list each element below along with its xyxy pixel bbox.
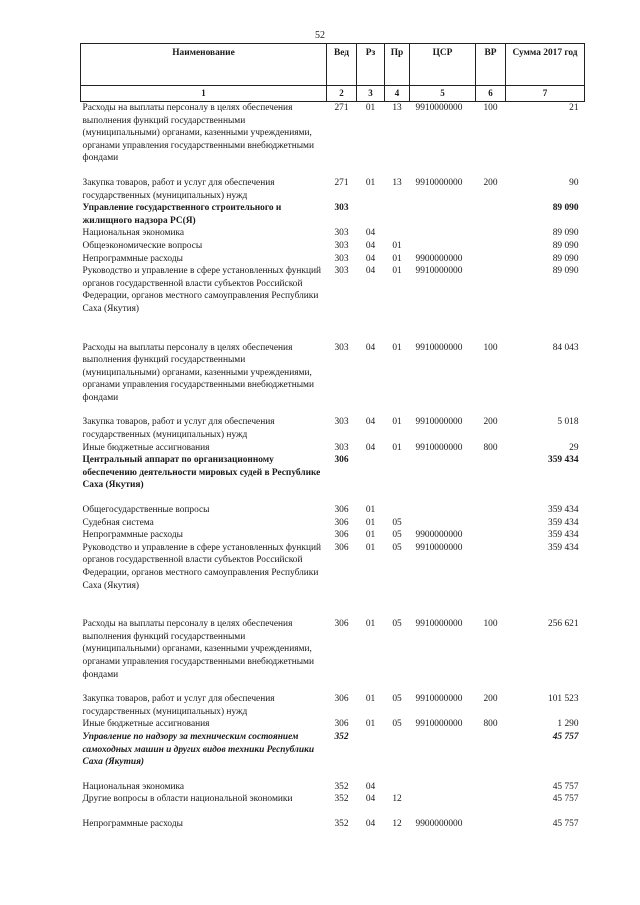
table-header-row — [81, 44, 585, 86]
row-ved: 306 — [334, 455, 349, 466]
row-name: Национальная экономика — [82, 228, 185, 239]
table-row-section — [81, 454, 585, 492]
row-vr — [476, 793, 506, 806]
table-row — [81, 442, 585, 455]
row-csr: 9900000000 — [415, 253, 463, 264]
row-vr — [476, 542, 506, 592]
row-vr — [476, 731, 506, 769]
row-sum: 359 434 — [548, 530, 579, 541]
row-sum: 89 090 — [552, 203, 579, 214]
row-vr: 100 — [483, 103, 498, 113]
row-name: Закупка товаров, работ и услуг для обеспечения государственных (муниципальных) нужд — [82, 177, 275, 201]
row-sum: 29 — [569, 442, 579, 453]
row-sum: 45 757 — [552, 781, 579, 792]
row-csr: 9900000000 — [415, 818, 463, 829]
row-pr — [385, 227, 410, 240]
row-csr — [410, 504, 476, 517]
row-name: Расходы на выплаты персоналу в целях обеспечения выполнения функций государственными (муниципальными) органами, казенными учреждениями, органами управления государственными внебюджетными фондами — [82, 342, 314, 403]
row-sum: 359 434 — [548, 542, 579, 553]
row-name: Иные бюджетные ассигнования — [82, 442, 210, 453]
row-pr: 12 — [392, 794, 402, 805]
row-rz: 04 — [365, 253, 376, 264]
row-pr: 01 — [392, 266, 402, 277]
row-sum: 256 621 — [548, 619, 579, 630]
table-row — [81, 718, 585, 731]
budget-table-container — [80, 43, 584, 831]
table-row — [81, 416, 585, 441]
row-pr: 01 — [392, 342, 402, 353]
row-csr: 9910000000 — [415, 694, 463, 705]
row-sum: 89 090 — [552, 228, 579, 239]
row-pr: 13 — [392, 103, 402, 113]
table-row — [81, 781, 585, 794]
row-vr — [476, 202, 506, 227]
row-ved: 306 — [334, 619, 349, 630]
row-spacer — [81, 316, 585, 342]
row-csr — [410, 517, 476, 530]
row-csr — [410, 731, 476, 769]
index-cell: 6 — [476, 86, 506, 102]
row-rz: 01 — [365, 103, 376, 113]
index-cell: 7 — [506, 86, 585, 102]
row-pr — [385, 454, 410, 492]
row-csr: 9910000000 — [415, 417, 463, 428]
header-ved: Вед — [327, 44, 357, 86]
row-pr: 01 — [392, 442, 402, 453]
table-row — [81, 227, 585, 240]
table-row — [81, 793, 585, 806]
row-vr — [476, 504, 506, 517]
row-rz: 04 — [365, 266, 376, 277]
row-spacer — [81, 769, 585, 781]
row-csr: 9910000000 — [415, 266, 463, 277]
row-ved: 303 — [334, 240, 349, 251]
row-pr — [385, 504, 410, 517]
row-ved: 352 — [334, 781, 349, 792]
row-name: Непрограммные расходы — [82, 530, 183, 541]
header-rz: Рз — [357, 44, 385, 86]
row-ved: 306 — [334, 719, 349, 730]
row-sum: 89 090 — [552, 253, 579, 264]
row-pr — [385, 781, 410, 794]
row-rz: 04 — [365, 794, 376, 805]
row-spacer — [81, 492, 585, 504]
row-rz: 04 — [365, 342, 376, 353]
row-ved: 271 — [334, 103, 349, 113]
index-cell: 5 — [410, 86, 476, 102]
row-pr: 05 — [392, 517, 402, 528]
row-rz — [357, 202, 385, 227]
row-sum: 45 757 — [552, 794, 579, 805]
table-row-section — [81, 731, 585, 769]
row-csr — [410, 781, 476, 794]
row-sum: 359 434 — [548, 505, 579, 516]
header-sum: Сумма 2017 год — [506, 44, 585, 86]
row-spacer — [81, 806, 585, 818]
row-name: Закупка товаров, работ и услуг для обеспечения государственных (муниципальных) нужд — [82, 417, 275, 441]
row-csr — [410, 202, 476, 227]
row-sum: 89 090 — [552, 240, 579, 251]
header-pr: Пр — [385, 44, 410, 86]
row-ved: 352 — [334, 818, 349, 829]
row-pr — [385, 731, 410, 769]
row-vr — [476, 253, 506, 266]
row-name: Судебная система — [82, 517, 154, 528]
row-ved: 306 — [334, 530, 349, 541]
table-row — [81, 504, 585, 517]
row-csr: 9910000000 — [415, 103, 463, 113]
row-rz: 01 — [365, 719, 376, 730]
page-number: 52 — [315, 30, 325, 41]
budget-table — [80, 43, 585, 831]
row-pr: 01 — [392, 240, 402, 251]
row-csr — [410, 793, 476, 806]
row-vr — [476, 517, 506, 530]
row-rz: 01 — [365, 542, 376, 553]
row-sum: 89 090 — [552, 266, 579, 277]
row-spacer — [81, 681, 585, 693]
row-sum: 1 290 — [557, 719, 579, 730]
row-sum: 90 — [569, 177, 579, 188]
row-rz: 01 — [365, 694, 376, 705]
row-pr: 05 — [392, 530, 402, 541]
table-index-row — [81, 86, 585, 102]
row-spacer — [81, 592, 585, 618]
table-row — [81, 177, 585, 202]
row-csr — [410, 240, 476, 253]
row-rz: 01 — [365, 177, 376, 188]
row-ved: 306 — [334, 517, 349, 528]
row-rz — [357, 731, 385, 769]
row-rz: 04 — [365, 818, 376, 829]
row-ved: 306 — [334, 542, 349, 553]
row-csr: 9910000000 — [415, 177, 463, 188]
row-rz: 04 — [365, 442, 376, 453]
header-csr: ЦСР — [410, 44, 476, 86]
row-vr — [476, 227, 506, 240]
table-row — [81, 342, 585, 405]
row-name: Центральный аппарат по организационному обеспечению деятельности мировых судей в Республике Саха (Якутия) — [82, 455, 321, 491]
row-name: Другие вопросы в области национальной экономики — [82, 794, 293, 805]
row-vr: 800 — [483, 719, 498, 730]
row-pr: 05 — [392, 619, 402, 630]
row-name: Управление государственного строительного и жилищного надзора РС(Я) — [82, 203, 282, 226]
row-pr: 05 — [392, 694, 402, 705]
row-name: Национальная экономика — [82, 781, 185, 792]
row-name: Непрограммные расходы — [82, 818, 183, 829]
row-rz: 01 — [365, 517, 376, 528]
row-csr: 9910000000 — [415, 719, 463, 730]
row-pr: 12 — [392, 818, 402, 829]
row-rz: 01 — [365, 530, 376, 541]
table-row — [81, 542, 585, 592]
row-pr — [385, 202, 410, 227]
row-rz: 04 — [365, 228, 376, 239]
table-row — [81, 253, 585, 266]
row-sum: 5 018 — [557, 417, 579, 428]
row-pr: 05 — [392, 542, 402, 553]
row-pr: 05 — [392, 719, 402, 730]
row-csr: 9900000000 — [415, 530, 463, 541]
row-ved: 303 — [334, 228, 349, 239]
row-sum: 359 434 — [548, 517, 579, 528]
row-name: Непрограммные расходы — [82, 253, 183, 264]
row-name: Закупка товаров, работ и услуг для обеспечения государственных (муниципальных) нужд — [82, 694, 275, 717]
row-ved: 306 — [334, 505, 349, 516]
row-ved: 303 — [334, 417, 349, 428]
table-row — [81, 693, 585, 718]
table-row — [81, 818, 585, 831]
row-ved: 352 — [334, 794, 349, 805]
row-vr: 100 — [483, 619, 498, 630]
row-vr — [476, 265, 506, 315]
row-name: Управление по надзору за техническим состоянием самоходных машин и других видов техники Республики Саха (Якутия) — [82, 731, 315, 768]
row-csr: 9910000000 — [415, 542, 463, 553]
row-ved: 306 — [334, 694, 349, 705]
row-ved: 271 — [334, 177, 349, 188]
table-row — [81, 265, 585, 315]
row-sum: 101 523 — [548, 694, 579, 705]
row-pr: 01 — [392, 253, 402, 264]
index-cell: 1 — [81, 86, 327, 102]
header-name: Наименование — [81, 44, 327, 86]
row-pr: 01 — [392, 417, 402, 428]
row-rz: 01 — [365, 505, 376, 516]
table-row-section — [81, 202, 585, 227]
row-vr: 200 — [483, 417, 498, 428]
row-sum: 21 — [569, 103, 579, 113]
row-ved: 303 — [334, 442, 349, 453]
row-rz: 04 — [365, 781, 376, 792]
row-ved: 303 — [334, 253, 349, 264]
row-ved: 303 — [334, 266, 349, 277]
row-vr: 800 — [483, 442, 498, 453]
row-vr: 100 — [483, 342, 498, 353]
row-csr — [410, 454, 476, 492]
row-vr — [476, 529, 506, 542]
row-vr — [476, 454, 506, 492]
row-sum: 84 043 — [552, 342, 579, 353]
row-vr: 200 — [483, 177, 498, 188]
row-name: Расходы на выплаты персоналу в целях обеспечения выполнения функций государственными (муниципальными) органами, казенными учреждениями, органами управления государственными внебюджетными фондами — [82, 619, 314, 680]
row-ved: 303 — [334, 342, 349, 353]
row-name: Руководство и управление в сфере установленных функций органов государственной власти субъектов Российской Федерации, органов местного самоуправления Республики Саха (Якутия) — [82, 266, 322, 314]
row-csr: 9910000000 — [415, 619, 463, 630]
index-cell: 2 — [327, 86, 357, 102]
row-spacer — [81, 404, 585, 416]
row-ved: 352 — [334, 731, 349, 742]
table-row — [81, 529, 585, 542]
row-ved: 303 — [334, 203, 349, 214]
row-spacer — [81, 165, 585, 177]
row-name: Расходы на выплаты персоналу в целях обеспечения выполнения функций государственными (муниципальными) органами, казенными учреждениями, органами управления государственными внебюджетными фондами — [82, 103, 314, 164]
row-name: Иные бюджетные ассигнования — [82, 719, 210, 730]
row-sum: 45 757 — [552, 731, 579, 742]
row-csr: 9910000000 — [415, 442, 463, 453]
row-csr — [410, 227, 476, 240]
row-csr: 9910000000 — [415, 342, 463, 353]
row-name: Руководство и управление в сфере установленных функций органов государственной власти субъектов Российской Федерации, органов местного самоуправления Республики Саха (Якутия) — [82, 542, 322, 591]
row-vr: 200 — [483, 694, 498, 705]
table-row — [81, 618, 585, 681]
header-vr: ВР — [476, 44, 506, 86]
row-sum: 359 434 — [548, 455, 579, 466]
row-rz: 04 — [365, 417, 376, 428]
row-rz: 01 — [365, 619, 376, 630]
row-rz: 04 — [365, 240, 376, 251]
row-sum: 45 757 — [552, 818, 579, 829]
index-cell: 4 — [385, 86, 410, 102]
row-vr — [476, 240, 506, 253]
row-rz — [357, 454, 385, 492]
table-row — [81, 240, 585, 253]
row-vr — [476, 781, 506, 794]
index-cell: 3 — [357, 86, 385, 102]
row-pr: 13 — [392, 177, 402, 188]
row-name: Общегосударственные вопросы — [82, 505, 210, 516]
row-vr — [476, 818, 506, 831]
table-row — [81, 102, 585, 165]
table-row — [81, 517, 585, 530]
row-name: Общеэкономические вопросы — [82, 240, 203, 251]
